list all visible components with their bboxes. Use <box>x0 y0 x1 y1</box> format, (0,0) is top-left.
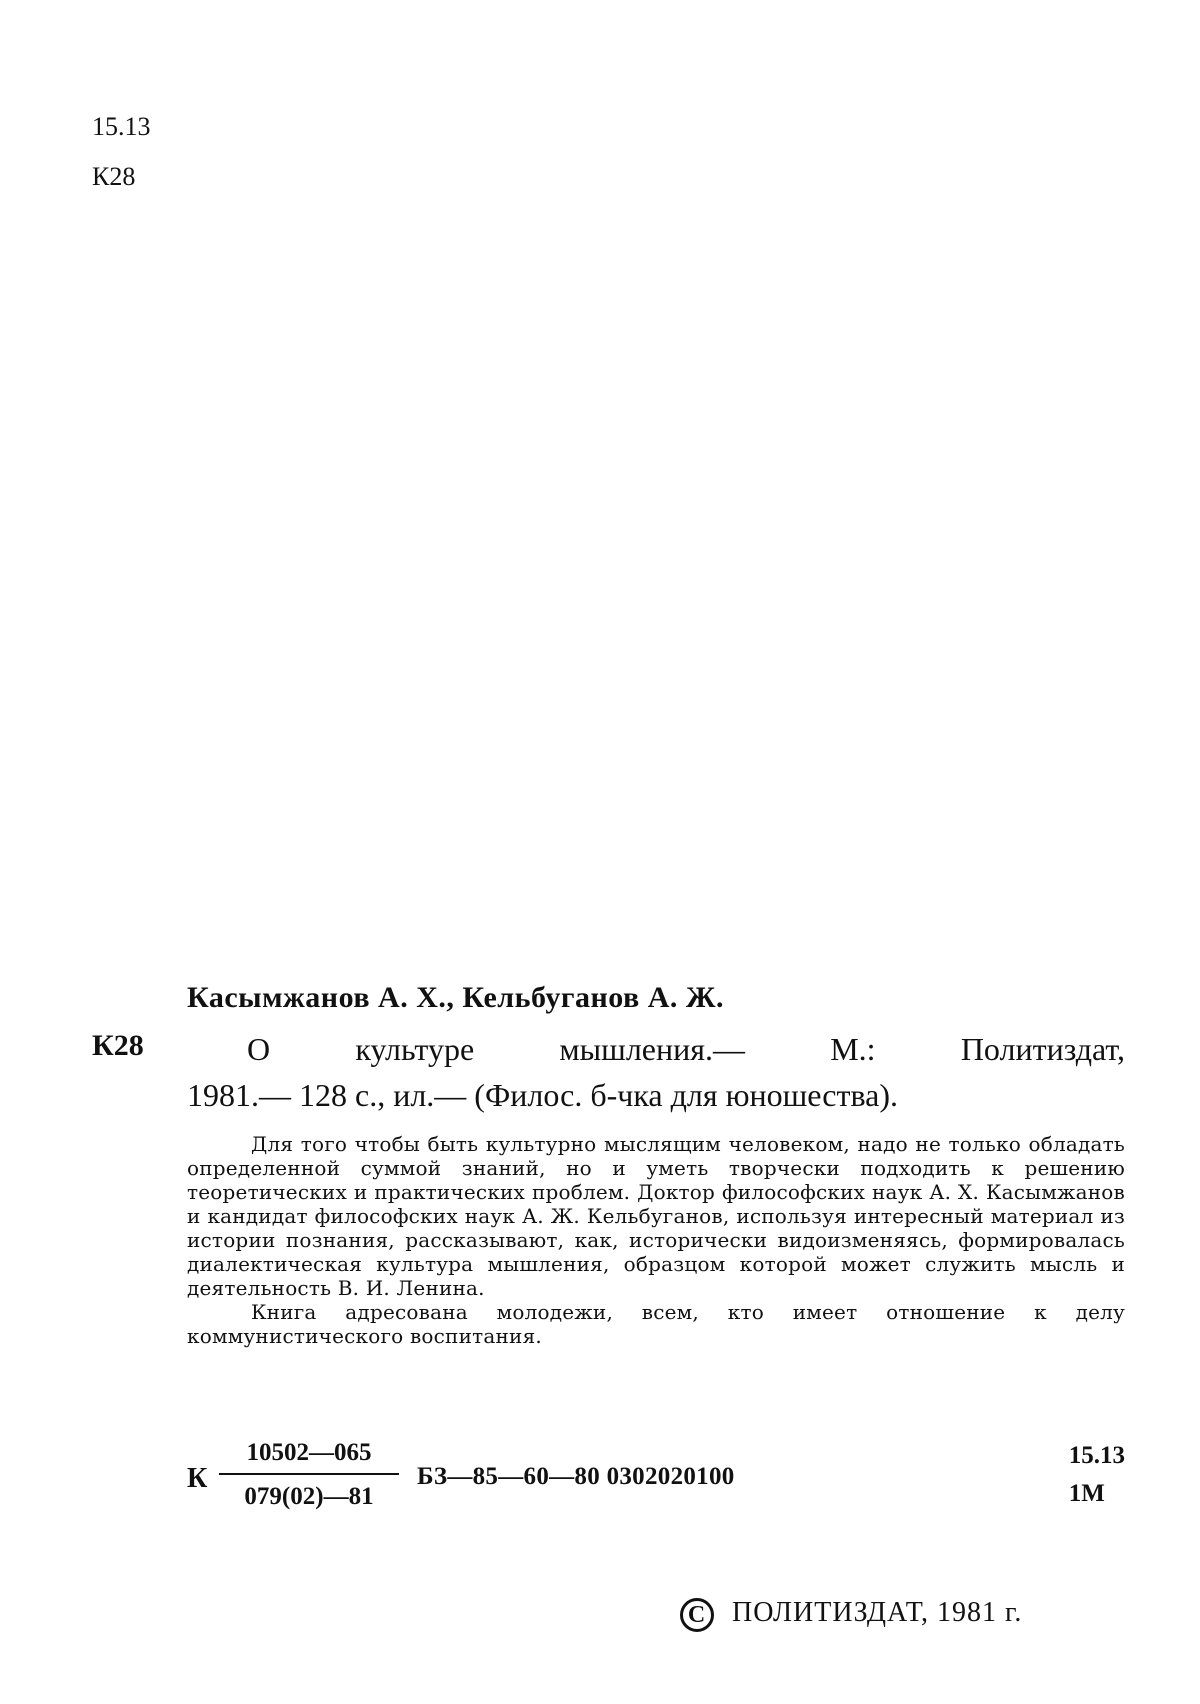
classification-block <box>187 1435 1127 1525</box>
annotation-paragraph: Книга адресована молодежи, всем, кто имеет отношение к делу коммунистического воспитания. <box>187 1300 1125 1348</box>
annotation <box>187 1132 1125 1348</box>
annotation-paragraph: Для того чтобы быть культурно мыслящим человеком, надо не только обладать определенной суммой знаний, но и уметь творчески подходить к решению теоретических и практических проблем. Доктор философских наук А. Х. Касымжанов и кандидат философских наук А. Ж. Кельбуганов, используя интересный материал из истории познания, рассказывают, как, исторически видоизменяясь, формировалась диалектическая культура мышления, образцом которой может служить мысль и деятельность В. И. Ленина. <box>187 1132 1125 1300</box>
record-title-block <box>187 1026 1125 1118</box>
record-authors: Касымжанов А. Х., Кельбуганов А. Ж. <box>187 981 725 1014</box>
classification-code: БЗ—85—60—80 0302020100 <box>417 1463 735 1490</box>
fraction-denominator: 079(02)—81 <box>244 1483 374 1510</box>
cutter-mark: К28 <box>92 162 136 191</box>
classification-fraction <box>219 1435 399 1515</box>
classification-print-run: 1М <box>1068 1480 1105 1507</box>
classification-right <box>1069 1437 1125 1513</box>
classification-letter: К <box>187 1463 208 1494</box>
fraction-numerator: 10502—065 <box>219 1435 399 1475</box>
copyright-icon: C <box>680 1598 714 1632</box>
udc-index: 15.13 <box>92 112 151 141</box>
classification-udc: 15.13 <box>1068 1442 1125 1469</box>
copyright-text: ПОЛИТИЗДАТ, 1981 г. <box>732 1597 1023 1628</box>
record-publication-line: 1981.— 128 с., ил.— (Филос. б-чка для юношества). <box>187 1077 898 1113</box>
copyright-line <box>680 1596 1022 1632</box>
record-cutter-mark: К28 <box>92 1029 144 1062</box>
record-title-line: О культуре мышления.— М.: Политиздат, <box>247 1031 1125 1067</box>
